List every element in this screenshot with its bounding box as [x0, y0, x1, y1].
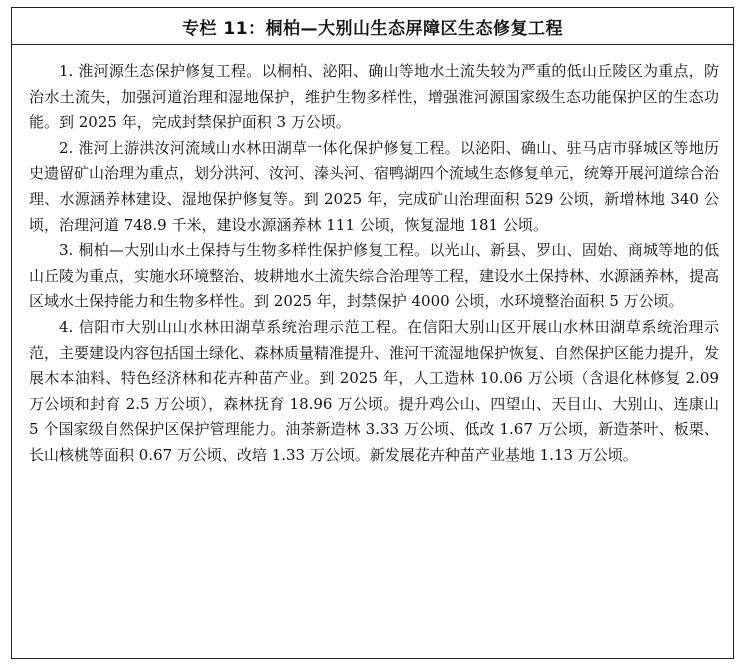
column-title: 专栏 11：桐柏—大别山生态屏障区生态修复工程: [12, 8, 733, 45]
paragraph-1: 1. 淮河源生态保护修复工程。以桐柏、泌阳、确山等地水土流失较为严重的低山丘陵区为重点，防治水土流失，加强河道治理和湿地保护，维护生物多样性，增强淮河源国家级生态功能保护区的生态功能。到 2025 年，完成封禁保护面积 3 万公顷。: [29, 62, 719, 132]
column-box: [11, 7, 734, 659]
paragraph-4: 4. 信阳市大别山山水林田湖草系统治理示范工程。在信阳大别山区开展山水林田湖草系统治理示范，主要建设内容包括国土绿化、森林质量精准提升、淮河干流湿地保护恢复、自然保护区能力提升，发展木本油料、特色经济林和花卉种苗产业。到 2025 年，人工造林 10.06 万公顷（含退化林修复 2.09 万公顷和封育 2.5 万公顷），森林抚育 18.96 万公顷。提升鸡公山、四望山、天目山、大别山、连康山 5 个国家级自然保护区保护管理能力。油茶新造林 3.33 万公顷、低改 1.67 万公顷，新造茶叶、板栗、长山核桃等面积 0.67 万公顷、改培 1.33 万公顷。新发展花卉种苗产业基地 1.13 万公顷。: [29, 317, 720, 464]
column-content: [12, 45, 733, 469]
paragraph-2: 2. 淮河上游洪汝河流域山水林田湖草一体化保护修复工程。以泌阳、确山、驻马店市驿城区等地历史遗留矿山治理为重点，划分洪河、汝河、溱头河、宿鸭湖四个流域生态修复单元，统筹开展河道综合治理、水源涵养林建设、湿地保护修复等。到 2025 年，完成矿山治理面积 529 公顷，新增林地 340 公顷，治理河道 748.9 千米，建设水源涵养林 111 公顷，恢复湿地 181 公顷。: [29, 138, 720, 234]
paragraph-3: 3. 桐柏—大别山水土保持与生物多样性保护修复工程。以光山、新县、罗山、固始、商城等地的低山丘陵为重点，实施水环境整治、坡耕地水土流失综合治理等工程，建设水土保持林、水源涵养林，提高区域水土保持能力和生物多样性。到 2025 年，封禁保护 4000 公顷，水环境整治面积 5 万公顷。: [29, 241, 720, 311]
